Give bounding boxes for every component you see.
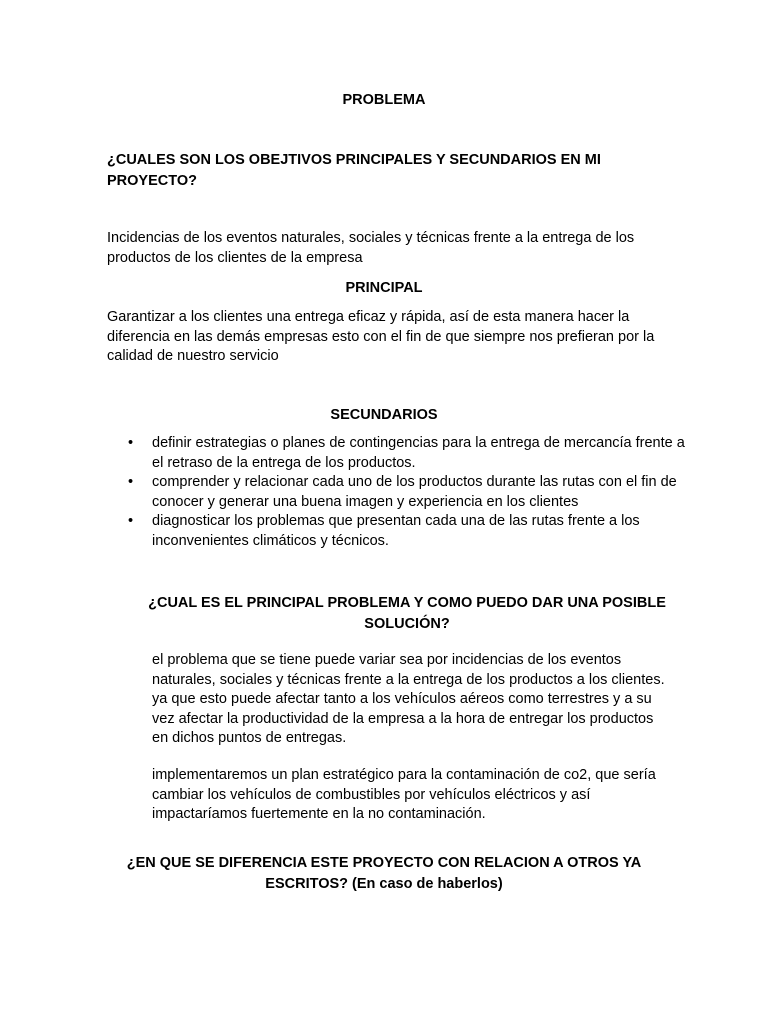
question-problem: ¿CUAL ES EL PRINCIPAL PROBLEMA Y COMO PUEDO DAR UNA POSIBLE SOLUCIÓN?	[148, 595, 666, 632]
list-item-text: diagnosticar los problemas que presentan cada una de las rutas frente a los inconvenientes climáticos y técnicos.	[152, 513, 640, 549]
principal-paragraph: Garantizar a los clientes una entrega eficaz y rápida, así de esta manera hacer la diferencia en las demás empresas esto con el fin de que siempre nos prefieran por la calidad de nuestro servicio	[107, 309, 655, 365]
intro-paragraph: Incidencias de los eventos naturales, sociales y técnicas frente a la entrega de los productos de los clientes de la empresa	[107, 230, 635, 266]
principal-heading: PRINCIPAL	[345, 280, 423, 296]
answer-paragraph-2: implementaremos un plan estratégico para la contaminación de co2, que sería cambiar los vehículos de combustibles por vehículos eléctricos y así impactaríamos fuertemente en la no contaminación.	[152, 767, 656, 823]
bullet-icon: •	[128, 513, 134, 530]
list-item	[107, 434, 687, 473]
page-title: PROBLEMA	[342, 92, 426, 108]
list-item	[107, 473, 687, 512]
question-difference: ¿EN QUE SE DIFERENCIA ESTE PROYECTO CON RELACION A OTROS YA ESCRITOS? (En caso de haberlos)	[126, 855, 642, 892]
list-item-text: definir estrategias o planes de contingencias para la entrega de mercancía frente a el retraso de la entrega de los productos.	[152, 435, 685, 471]
list-item-text: comprender y relacionar cada uno de los productos durante las rutas con el fin de conocer y generar una buena imagen y experiencia en los clientes	[152, 474, 677, 510]
secundarios-list	[107, 434, 687, 552]
question-objectives: ¿CUALES SON LOS OBEJTIVOS PRINCIPALES Y SECUNDARIOS EN MI PROYECTO?	[107, 152, 601, 189]
list-item	[107, 512, 687, 551]
bullet-icon: •	[128, 435, 134, 451]
secundarios-heading: SECUNDARIOS	[330, 407, 438, 423]
answer-paragraph-1: el problema que se tiene puede variar sea por incidencias de los eventos naturales, sociales y técnicas frente a la entrega de los productos a los clientes. ya que esto puede afectar tanto a los vehículos aéreos como terrestres y a su vez afectar la productividad de la empresa a la hora de entregar los productos en dichos puntos de entregas.	[152, 652, 665, 747]
bullet-icon: •	[128, 474, 134, 491]
